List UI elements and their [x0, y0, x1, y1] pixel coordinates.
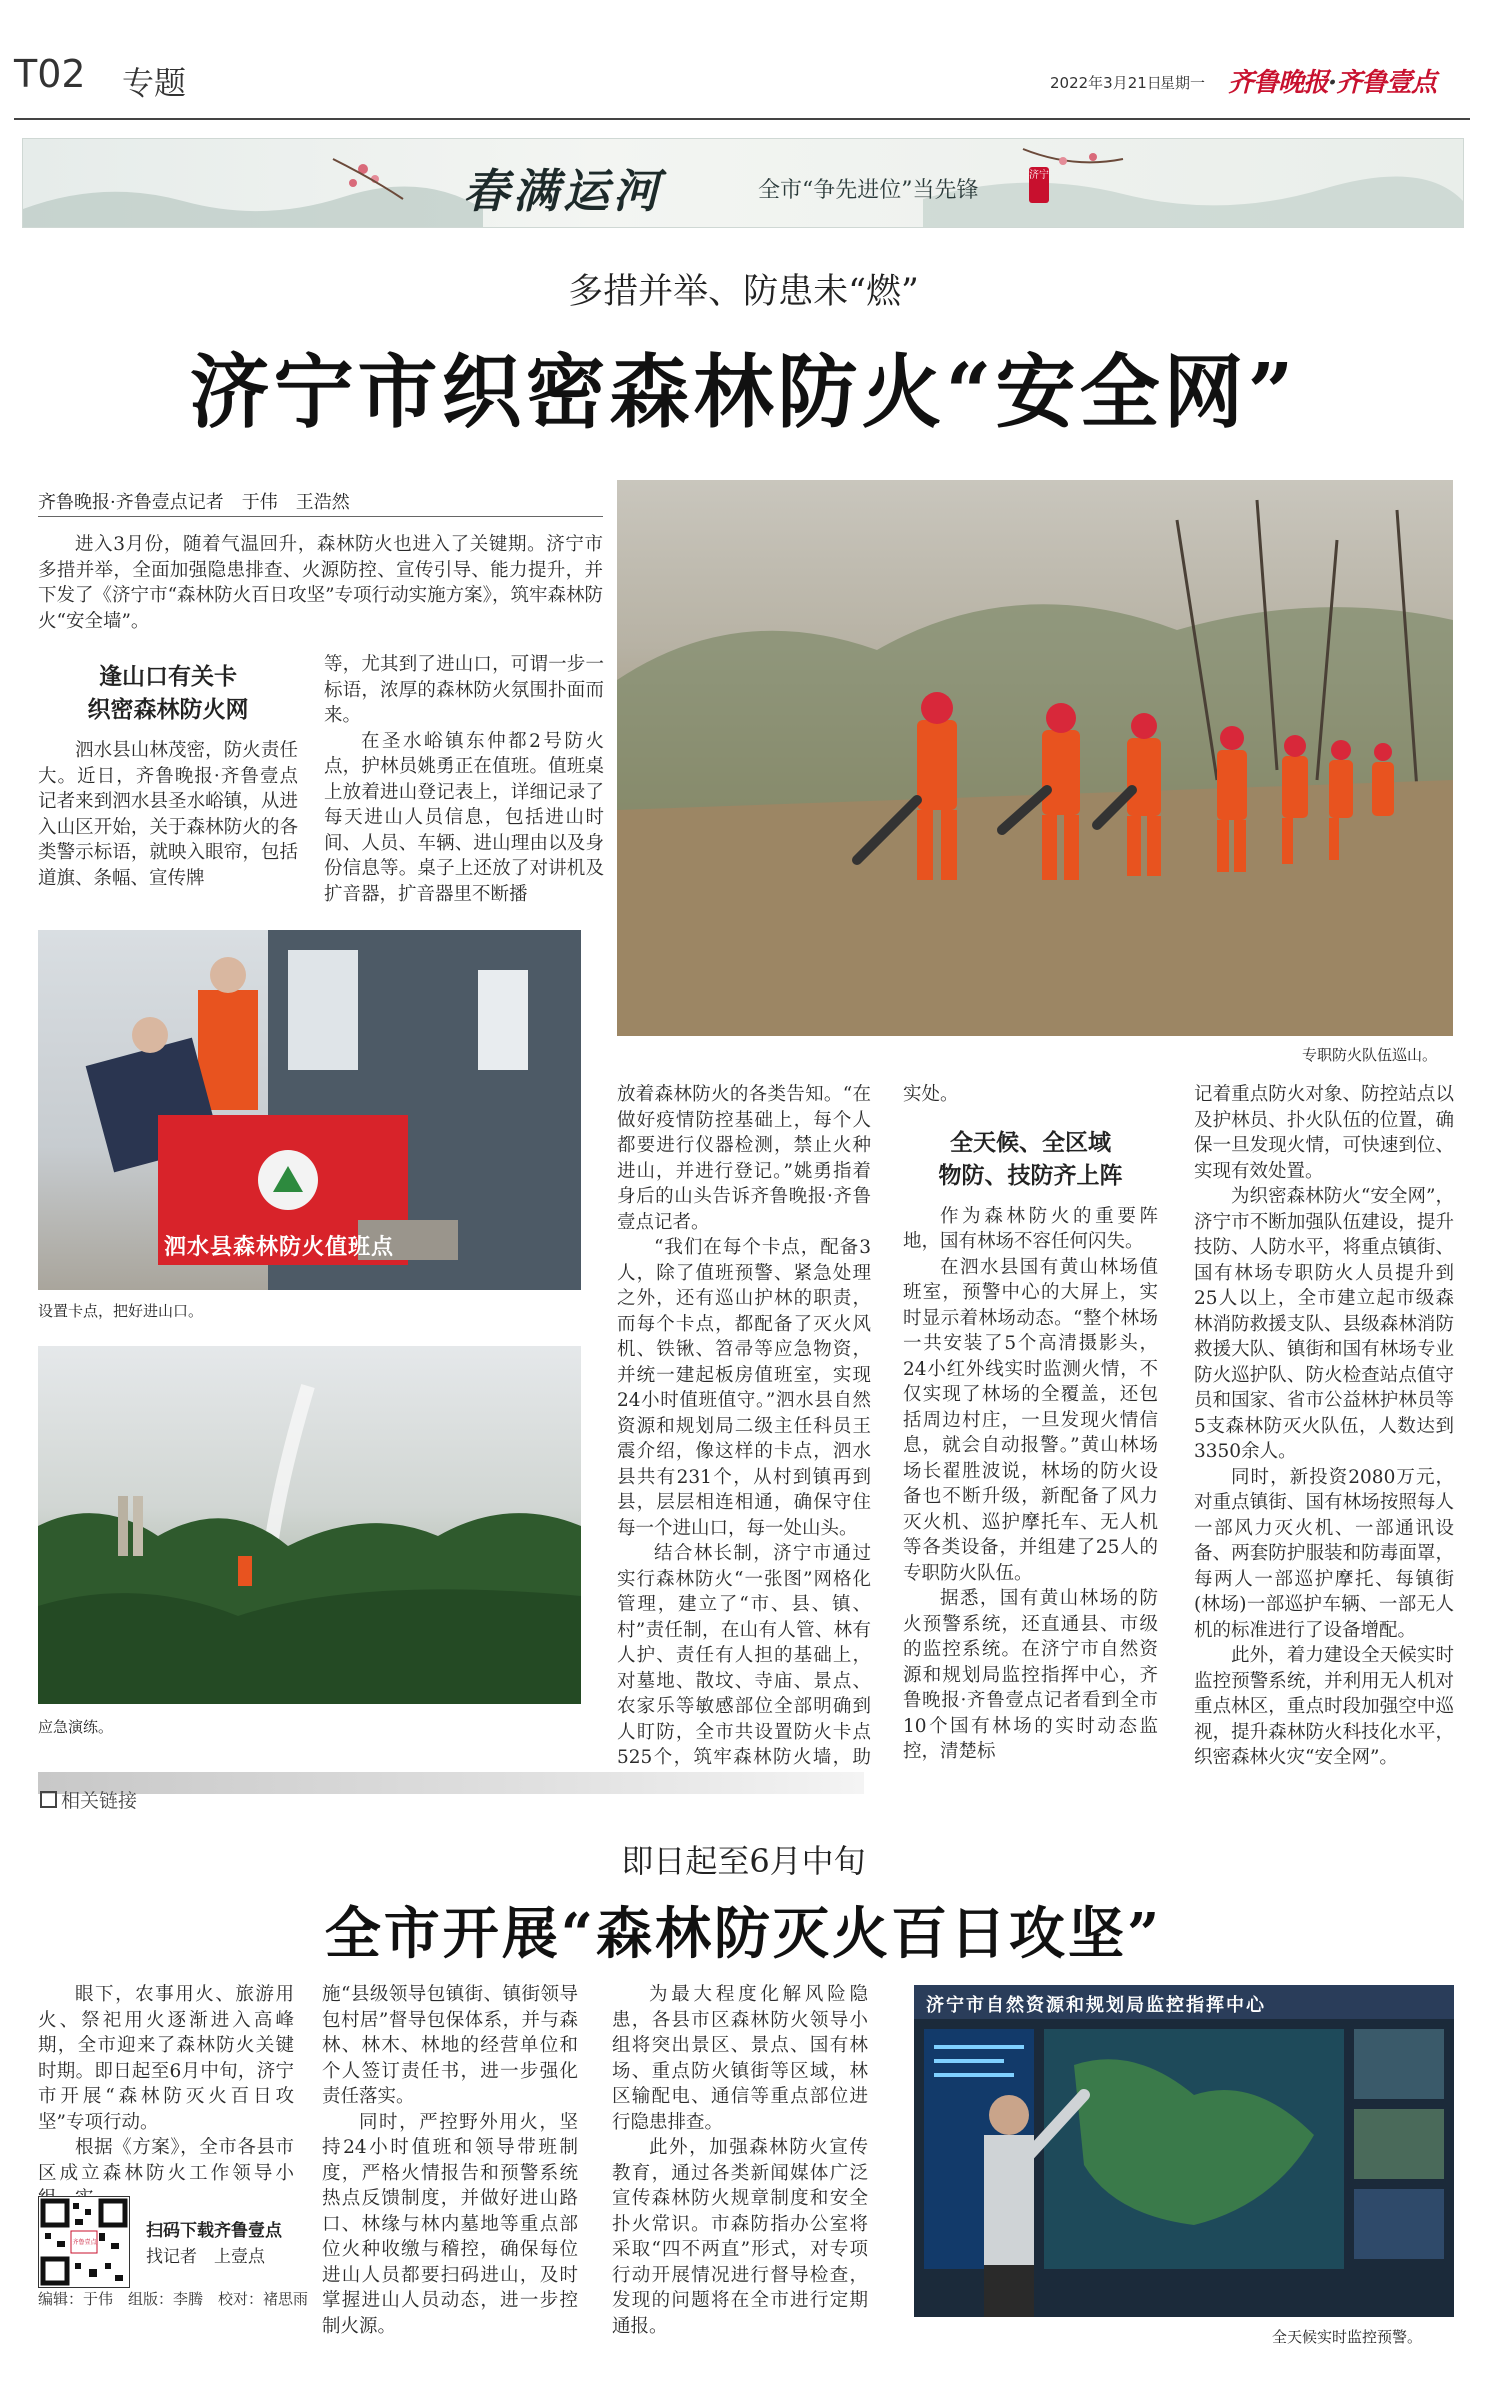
a2-c3-p1: 为最大程度化解风险隐患，各县市区森林防火领导小组将突出景区、景点、国有林场、重点防火镇街等区域，林区输配电、通信等重点部位进行隐患排查。 [612, 1984, 868, 2133]
related-label [40, 1786, 137, 1813]
a2-c1-p2: 根据《方案》，全市各县市区成立森林防火工作领导小 [38, 2137, 294, 2184]
photo-monitoring [914, 1985, 1454, 2317]
section-label: 专题 [122, 64, 187, 102]
page-code: T02 [14, 52, 86, 96]
a1-c5-p3: 同时，新投资2080万元，对重点镇街、国有林场按照每人一部风力灭火机、一部通讯设备、两套防护服装和防毒面罩，每两人一部巡护摩托、每镇街(林场)一部巡护车辆、一部无人机的标准进行了设备增配。 [1194, 1466, 1454, 1641]
brand-qilu-yidian: 齐鲁壹点 [1336, 68, 1437, 98]
article2-kicker: 即日起至6月中旬 [621, 1842, 866, 1880]
subhead-2 [903, 1126, 1158, 1192]
brand-qilu-wanbao: 齐鲁晚报 [1228, 68, 1329, 98]
brand-dot: · [1328, 68, 1337, 98]
photo-drill [38, 1346, 581, 1704]
a2-c2-p1: 施“县级领导包镇街、镇街领导包村居”督导包保体系，并与森林、林木、林地的经营单位和个人签订责任书，进一步强化责任落实。 [322, 1984, 578, 2107]
a1-c5-p1: 记着重点防火对象、防控站点以及护林员、扑火队伍的位置，确保一旦发现火情，可快速到位、实现有效处置。 [1194, 1084, 1454, 1182]
banner [22, 138, 1464, 228]
photo-checkpoint [38, 930, 581, 1290]
related-icon [40, 1791, 57, 1808]
a1-c3-p3: 结合林长制，济宁市通过实行森林防火“一张图”网格化管理，建立了“市、县、镇、村”责任制，在山有人管、林有人护、责任有人担的基础上，对墓地、散坟、寺庙、景点、农家乐等敏感部位全部明确到人盯防，全市共设置防火卡点525个，筑牢森林防火墙，助 [617, 1543, 871, 1768]
footer-editors: 编辑：于伟 组版：李腾 校对：褚思雨 [38, 2290, 309, 2308]
banner-slogan: 全市“争先进位”当先锋 [758, 178, 979, 203]
issue-date: 2022年3月21日 [1050, 74, 1162, 92]
monitoring-scene [914, 1985, 1454, 2317]
patrol-scene [617, 480, 1453, 1036]
photo-monitoring-caption: 全天候实时监控预警。 [1272, 2328, 1423, 2346]
a1-c5-p4: 此外，着力建设全天候实时监控预警系统，并利用无人机对重点林区，重点时段加强空中巡视，提升森林防火科技化水平，织密森林火灾“安全网”。 [1194, 1645, 1454, 1768]
checkpoint-sign: 泗水县森林防火值班点 [164, 1234, 395, 1260]
a1-c5-p2: 为织密森林防火“安全网”，济宁市不断加强队伍建设，提升技防、人防水平，将重点镇街、国有林场专职防火人员提升到25人以上，全市建立起市级森林消防救援支队、县级森林消防救援大队、镇街和国有林场专业防火巡护队、防火检查站点值守员和国家、省市公益林护林员等5支森林防灭火队伍，人数达到3350余人。 [1194, 1186, 1454, 1462]
issue-weekday: 星期一 [1160, 74, 1206, 92]
a1-c4-p1: 作为森林防火的重要阵地，国有林场不容任何闪失。 [903, 1205, 1158, 1252]
drill-scene [38, 1346, 581, 1704]
subhead-2-line1: 全天候、全区域 [950, 1128, 1111, 1156]
photo-checkpoint-caption: 设置卡点，把好进山口。 [38, 1302, 204, 1320]
a1-c4-p3: 据悉，国有黄山林场的防火预警系统，还直通县、市级的监控系统。在济宁市自然资源和规划局监控指挥中心，齐鲁晚报·齐鲁壹点记者看到全市10个国有林场的实时动态监控，清楚标 [903, 1588, 1158, 1762]
subhead-2-line2: 物防、技防齐上阵 [938, 1161, 1123, 1189]
article1-kicker: 多措并举、防患未“燃” [568, 272, 919, 312]
photo-drill-caption: 应急演练。 [38, 1718, 114, 1736]
banner-seal: 济宁 [1029, 167, 1049, 203]
a2-c1-p1: 眼下，农事用火、旅游用火、祭祀用火逐渐进入高峰期，全市迎来了森林防火关键时期。即日起至6月中旬，济宁市开展“森林防灭火百日攻坚”专项行动。 [38, 1984, 294, 2133]
qr-line2: 找记者 上壹点 [146, 2247, 265, 2267]
a1-c2-p1: 等，尤其到了进山口，可谓一步一标语，浓厚的森林防火氛围扑面而来。 [324, 654, 604, 726]
qr-line1: 扫码下载齐鲁壹点 [146, 2221, 282, 2241]
related-label-text: 相关链接 [61, 1790, 138, 1812]
subhead-1-line1: 逢山口有关卡 [99, 663, 237, 690]
banner-mountains [23, 139, 1463, 227]
article1-byline: 齐鲁晚报·齐鲁壹点记者 于伟 王浩然 [38, 492, 350, 513]
banner-title: 春满运河 [463, 164, 663, 218]
article2-headline: 全市开展“森林防灭火百日攻坚” [324, 1901, 1163, 1967]
article1-lead: 进入3月份，随着气温回升，森林防火也进入了关键期。济宁市多措并举，全面加强隐患排查、火源防控、宣传引导、能力提升，并下发了《济宁市“森林防火百日攻坚”专项行动实施方案》，筑牢森林防火“安全墙”。 [38, 534, 603, 632]
qr-code [38, 2196, 130, 2288]
a1-c1-p1: 泗水县山林茂密，防火责任大。近日，齐鲁晚报·齐鲁壹点记者来到泗水县圣水峪镇，从进入山区开始，关于森林防火的各类警示标语，就映入眼帘，包括道旗、条幅、宣传牌 [38, 740, 298, 889]
header-rule [14, 118, 1470, 120]
a1-c3-p2: “我们在每个卡点，配备3人，除了值班预警、紧急处理之外，还有巡山护林的职责，而每个卡点，都配备了灭火风机、铁锹、笤帚等应急物资，并统一建起板房值班室，实现24小时值班值守。”泗水县自然资源和规划局二级主任科员王震介绍，像这样的卡点，泗水县共有231个，从村到镇再到县，层层相连相通，确保守住每一个进山口，每一处山头。 [617, 1237, 871, 1539]
subhead-1-line2: 织密森林防火网 [87, 696, 249, 723]
related-bar [38, 1772, 864, 1794]
a1-c4-p0: 实处。 [903, 1084, 959, 1105]
photo-patrol [617, 480, 1453, 1036]
a1-c3-p1: 放着森林防火的各类告知。“在做好疫情防控基础上，每个人都要进行仪器检测，禁止火种进山，并进行登记。”姚勇指着身后的山头告诉齐鲁晚报·齐鲁壹点记者。 [617, 1084, 871, 1233]
a1-c2-p2: 在圣水峪镇东仲都2号防火点，护林员姚勇正在值班。值班桌上放着进山登记表上，详细记录了每天进山人员信息，包括进山时间、人员、车辆、进山理由以及身份信息等。桌子上还放了对讲机及扩音器，扩音器里不断播 [324, 730, 604, 905]
subhead-1 [38, 660, 298, 726]
brand-logo [1228, 62, 1436, 99]
a2-c2-p2: 同时，严控野外用火，坚持24小时值班和领导带班制度，严格火情报告和预警系统热点反馈制度，并做好进山路口、林缘与林内墓地等重点部位火种收缴与稽控，确保每位进山人员都要扫码进山，及时掌握进山人员动态，进一步控制火源。 [322, 2111, 578, 2337]
photo-patrol-caption: 专职防火队伍巡山。 [1302, 1046, 1438, 1064]
a2-c3-p2: 此外，加强森林防火宣传教育，通过各类新闻媒体广泛宣传森林防火规章制度和安全扑火常识。市森防指办公室将采取“四不两直”形式，对专项行动开展情况进行督导检查，发现的问题将在全市进行定期通报。 [612, 2137, 868, 2337]
byline-rule [38, 516, 603, 517]
article1-headline: 济宁市织密森林防火“安全网” [189, 345, 1298, 439]
screen-title: 济宁市自然资源和规划局监控指挥中心 [926, 1995, 1266, 2016]
qr-center-label: 齐鲁壹点 [72, 2239, 97, 2246]
a1-c4-p2: 在泗水县国有黄山林场值班室，预警中心的大屏上，实时显示着林场动态。“整个林场一共安装了5个高清摄影头，24小红外线实时监测火情，不仅实现了林场的全覆盖，还包括周边村庄，一旦发现火情信息，就会自动报警。”黄山林场场长翟胜波说，林场的防火设备也不断升级，新配备了风力灭火机、巡护摩托车、无人机等各类设备，并组建了25人的专职防火队伍。 [903, 1256, 1158, 1584]
